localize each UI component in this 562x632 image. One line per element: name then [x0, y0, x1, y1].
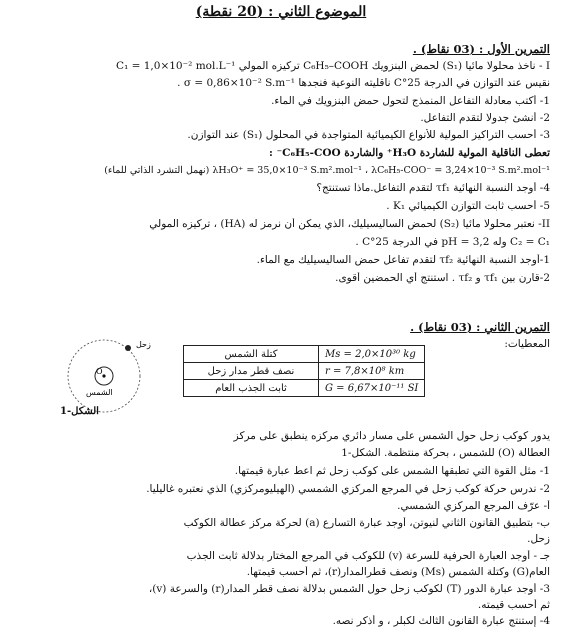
ex1-line-2: نقيس عند التوازن في الدرجة 25°C ناقليته النوعية فنجدها σ = 0,86×10⁻² S.m⁻¹ . — [177, 77, 550, 89]
ex1-line-5: 3- أحسب التراكيز المولية للأنواع الكيميائية المتواجدة في المحلول (S₁) عند التوازن. — [187, 129, 550, 141]
ex2-line-11: ثم أحسب قيمته. — [477, 599, 550, 611]
ex2-line-5: أ- عرّف المرجع المركزي الشمسي. — [397, 500, 550, 512]
ex2-line-8: جـ - أوجد العبارة الحرفية للسرعة (v) للكوكب في المرجع المختار بدلالة ثابت الجذب — [186, 550, 550, 562]
sun-label: الشمس — [86, 388, 113, 397]
ex2-line-1: يدور كوكب زحل حول الشمس على مسار دائري مركزه ينطبق على مركز — [233, 430, 550, 442]
table-cell-label: كتلة الشمس — [184, 346, 319, 363]
ex1-line-3: 1- أكتب معادلة التفاعل المنمذج لتحول حمض البنزويك في الماء. — [271, 95, 550, 107]
ex1-line-11: C₂ = C₁ وله pH = 3,2 في الدرجة 25°C . — [355, 236, 550, 248]
ex1-line-4: 2- أنشئ جدولا لتقدم التفاعل. — [420, 112, 550, 124]
table-cell-label: نصف قطر مدار زحل — [184, 363, 319, 380]
ex2-line-3: 1- مثل القوة التي تطبقها الشمس على كوكب زحل ثم اعط عبارة قيمتها. — [234, 465, 550, 477]
ex2-line-9: العام(G) وكتلة الشمس (Ms) ونصف قطرالمدار(r)، ثم أحسب قيمتها. — [246, 566, 550, 578]
ex2-line-7: زحل. — [527, 533, 550, 545]
ex2-line-4: 2- ندرس حركة كوكب زحل في المرجع المركزي الشمسي (الهيليومركزي) الذي نعتبره غاليليا. — [146, 483, 550, 495]
sun-center-dot — [102, 374, 105, 377]
table-row — [184, 346, 425, 363]
table-row — [184, 380, 425, 397]
center-label: O — [96, 367, 103, 376]
ex2-line-12: 4- إستنتج عبارة القانون الثالث لكبلر ، و أذكر نصه. — [332, 615, 550, 627]
table-cell-value: r = 7,8×10⁸ km — [319, 363, 425, 380]
planet-label: زحل — [136, 340, 151, 349]
ex1-line-1: I - نأخذ محلولا مائيا (S₁) لحمض البنزويك C₆H₅–COOH تركيزه المولي C₁ = 1,0×10⁻² mol.L⁻¹ — [116, 60, 550, 72]
page-title: الموضوع الثاني : (20 نقطة) — [195, 4, 367, 20]
data-label: المعطيات: — [504, 338, 550, 350]
ex2-line-10: 3- أوجد عبارة الدور (T) لكوكب زحل حول الشمس بدلالة نصف قطر المدار(r) والسرعة (v)، — [148, 583, 550, 595]
ex1-line-8: 4- أوجد النسبة النهائية τf₁ لتقدم التفاعل.ماذا تستنتج؟ — [316, 182, 550, 194]
ex1-line-7: λH₃O⁺ = 35,0×10⁻³ S.m².mol⁻¹ ، λC₆H₅-COO⁻ = 3,24×10⁻³ S.m².mol⁻¹ (نهمل التشرد الذاتي للماء) — [104, 165, 550, 176]
ex1-line-9: 5- أحسب ثابت التوازن الكيميائي K₁ . — [386, 200, 550, 212]
table-cell-value: G = 6,67×10⁻¹¹ SI — [319, 380, 425, 397]
table-cell-label: ثابت الجذب العام — [184, 380, 319, 397]
table-cell-value: Ms = 2,0×10³⁰ kg — [319, 346, 425, 363]
exercise-1-title: التمرين الأول : (03 نقاط) . — [412, 42, 550, 56]
ex2-line-2: العطالة (O) للشمس ، بحركة منتظمة. الشكل-1 — [341, 447, 550, 459]
saturn-planet — [125, 345, 131, 351]
figure-caption: الشكل-1 — [60, 406, 99, 417]
table-row — [184, 363, 425, 380]
exercise-2-title: التمرين الثاني : (03 نقاط) . — [410, 320, 550, 334]
ex2-line-6: ب- بتطبيق القانون الثاني لنيوتن، أوجد عبارة التسارع (a) لحركة مركز عطالة الكوكب — [183, 517, 550, 529]
ex1-line-13: 2-قارن بين τf₁ و τf₂ . استنتج أي الحمضين أقوى. — [335, 272, 550, 284]
data-table — [183, 345, 425, 397]
ex1-line-6: تعطى الناقلية المولية للشاردة H₃O⁺ والشاردة C₆H₅-COO⁻ : — [269, 147, 550, 159]
ex1-line-12: 1-أوجد النسبة النهائية τf₂ لتقدم تفاعل حمض الساليسيليك مع الماء. — [256, 254, 550, 266]
ex1-line-10: II- نعتبر محلولا مائيا (S₂) لحمض الساليسيليك، الذي يمكن أن نرمز له (HA) ، تركيزه المولي — [149, 218, 550, 230]
